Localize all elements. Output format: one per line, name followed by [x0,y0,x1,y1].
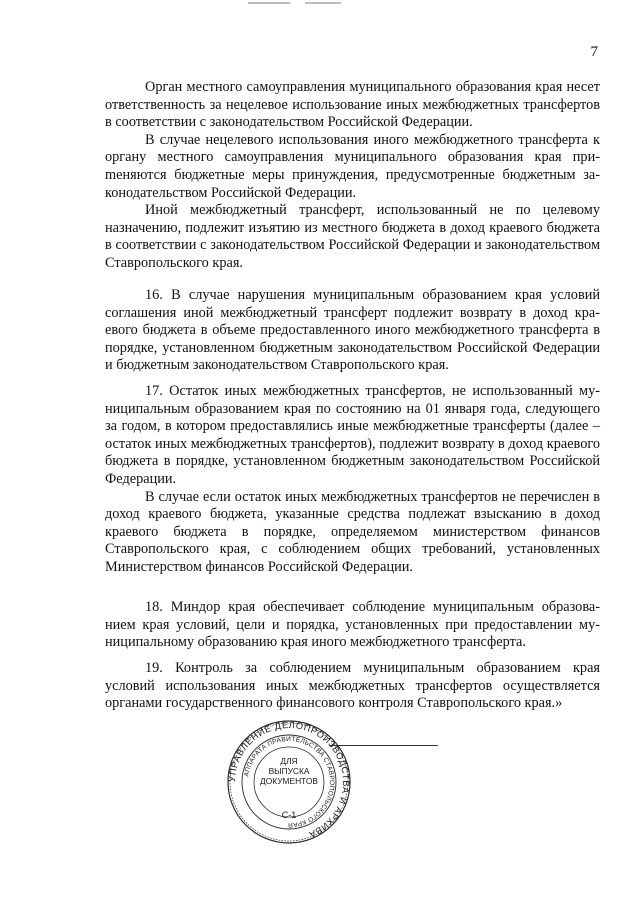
paragraph: 18. Миндор края обеспечивает соблюдение муниципальным образованием края условий, цели и порядка, установленных при предоставлении муниципальному образованию края иного межбюджетного трансферта. [105,599,600,651]
block-liability [105,79,600,273]
stamp-number: С-1 [281,810,297,820]
stamp-center-line: ДЛЯ [280,756,298,766]
stamp-inner-text: АППАРАТА ПРАВИТЕЛЬСТВА СТАВРОПОЛЬСКОГО КРАЯ [243,735,336,829]
top-edge-mark [305,2,341,4]
block-clause-19 [105,660,600,713]
paragraph: В случае если остаток иных межбюджетных трансфертов не перечислен в доход краевого бюджета, указанные средства подлежат взысканию в доход краевого бюджета в порядке, определяемом министерством финансов Ставропольского края, с соблюдением общих требований, установленных Министерством финансов Российской Федерации. [105,488,600,575]
block-clause-18 [105,599,600,652]
paragraph: Иной межбюджетный трансферт, использованный не по целевому назначению, подлежит изъятию из местного бюджета в доход краевого бюджета в соответствии с законодательством Российской Федерации и законодательством Ставропольского края. [105,202,600,271]
paragraph: 19. Контроль за соблюдением муниципальным образованием края условий использования иных межбюджетных трансфертов осуществляется органами государственного финансового контроля Ставропольского края.» [105,660,600,712]
top-edge-mark [248,2,290,4]
stamp-center-line: ВЫПУСКА [268,766,310,776]
paragraph: В случае нецелевого использования иного межбюджетного трансферта к органу местного самоуправления муниципального образования края приmеняются бюджетные меры принуждения, предусмотренные бюджетным законодательством Российской Федерации. [105,131,600,201]
paragraph: 16. В случае нарушения муниципальным образованием края условий соглашения иной межбюджетный трансферт подлежит возврату в доход краевого бюджета в объеме предоставленного иного межбюджетного трансферта в порядке, установленном бюджетным законодательством Российской Федерации и бюджетным законодательством Ставропольского края. [105,287,600,374]
block-clause-16 [105,287,600,375]
block-clause-17 [105,383,600,577]
stamp-outer-text: УПРАВЛЕНИЕ ДЕЛОПРОИЗВОДСТВА И АРХИВА [226,719,352,840]
paragraph: Орган местного самоуправления муниципального образования края несет ответственность за нецелевое использование иных межбюджетных трансфертов в соответствии с законодательством Российской Федерации. [105,79,600,131]
stamp-center-line: ДОКУМЕНТОВ [260,776,318,786]
page-number: 7 [590,44,598,60]
paragraph: 17. Остаток иных межбюджетных трансфертов, не использованный муниципальным образованием края по состоянию на 01 января года, следующего за годом, в котором предоставлялись иные межбюджетные трансферты (далее – остаток иных межбюджетных трансфертов), подлежит возврату в доход краевого бюджета в порядке, установленном бюджетным законодательством Российской Федерации. [105,383,600,487]
stamp-center-text [245,756,333,786]
official-stamp [226,719,352,845]
